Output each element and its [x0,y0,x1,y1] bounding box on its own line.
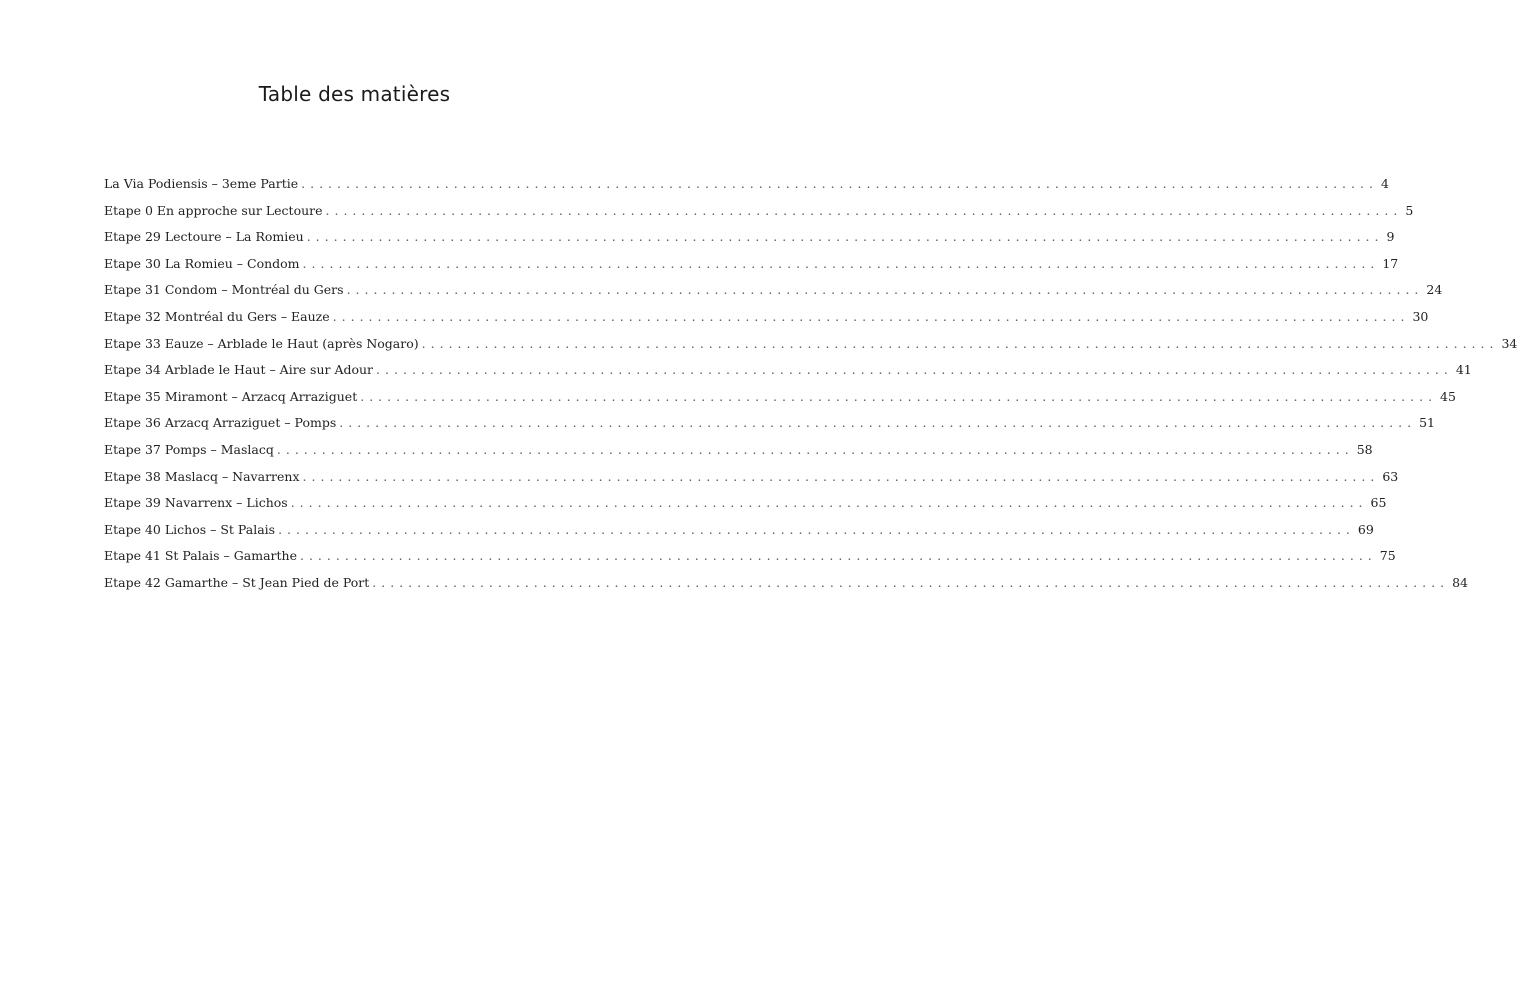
toc-entry[interactable] [104,415,1435,442]
toc-entry-label: Etape 32 Montréal du Gers – Eauze [104,308,330,324]
dot-leader: ........................................................................................................................ [346,282,1424,298]
toc-entry[interactable] [104,335,1517,363]
toc-entry[interactable] [104,362,1472,389]
toc-entry[interactable] [104,282,1443,309]
table-of-contents [104,176,1517,602]
page-title: Table des matières [258,82,451,106]
toc-entry-label: La Via Podiensis – 3eme Partie [104,176,299,191]
dot-leader: ........................................................................................................................ [278,521,1355,537]
dot-leader: ........................................................................................................................ [306,229,1384,245]
toc-entry-page-number: 9 [1386,229,1395,245]
toc-entry[interactable] [104,308,1429,336]
toc-entry-page-number: 45 [1440,388,1456,404]
toc-entry[interactable] [104,202,1414,230]
toc-entry-page-number: 17 [1382,255,1399,271]
toc-entry-label: Etape 30 La Romieu – Condom [104,255,300,271]
dot-leader: ........................................................................................................................ [360,388,1438,404]
toc-entry-page-number: 24 [1426,282,1443,298]
dot-leader: ........................................................................................................................ [290,495,1368,511]
toc-entry-label: Etape 39 Navarrenx – Lichos [104,495,288,511]
toc-entry-page-number: 69 [1357,521,1374,537]
dot-leader: ........................................................................................................................ [372,574,1450,590]
toc-entry-label: Etape 40 Lichos – St Palais [104,521,276,537]
dot-leader: ........................................................................................................................ [325,202,1403,218]
toc-entry[interactable] [104,468,1399,496]
toc-entry-label: Etape 35 Miramont – Arzacq Arraziguet [104,388,358,404]
toc-entry[interactable] [104,548,1396,575]
toc-entry-page-number: 4 [1380,176,1389,191]
dot-leader: ........................................................................................................................ [332,308,1410,324]
dot-leader: ........................................................................................................................ [339,415,1417,431]
toc-entry[interactable] [104,574,1468,602]
dot-leader: ........................................................................................................................ [302,468,1380,484]
toc-entry-page-number: 65 [1370,495,1387,511]
toc-entry[interactable] [104,255,1399,283]
dot-leader: ........................................................................................................................ [276,441,1354,457]
dot-leader: ........................................................................................................................ [302,255,1380,271]
toc-entry-page-number: 63 [1382,468,1399,484]
toc-entry[interactable] [104,388,1456,416]
toc-entry-page-number: 41 [1455,362,1472,378]
toc-entry-label: Etape 37 Pomps – Maslacq [104,441,274,457]
toc-entry[interactable] [104,441,1373,469]
toc-entry-page-number: 34 [1501,335,1517,351]
toc-entry-label: Etape 33 Eauze – Arblade le Haut (après Nogaro) [104,335,419,351]
toc-entry-label: Etape 29 Lectoure – La Romieu [104,229,304,245]
toc-entry-page-number: 58 [1356,441,1373,457]
toc-entry-label: Etape 42 Gamarthe – St Jean Pied de Port [104,574,370,590]
toc-entry-page-number: 75 [1379,548,1396,564]
dot-leader: ........................................................................................................................ [299,548,1377,564]
toc-entry[interactable] [104,521,1374,549]
toc-entry-page-number: 51 [1419,415,1435,431]
dot-leader: ........................................................................................................................ [301,176,1378,191]
toc-entry-label: Etape 41 St Palais – Gamarthe [104,548,297,564]
dot-leader: ........................................................................................................................ [421,335,1499,351]
toc-entry[interactable] [104,495,1387,522]
toc-entry-label: Etape 31 Condom – Montréal du Gers [104,282,344,298]
toc-entry-page-number: 30 [1412,308,1429,324]
toc-entry-label: Etape 38 Maslacq – Navarrenx [104,468,300,484]
toc-entry-page-number: 84 [1452,574,1468,590]
toc-entry-label: Etape 0 En approche sur Lectoure [104,202,323,218]
toc-entry-label: Etape 34 Arblade le Haut – Aire sur Adour [104,362,374,378]
toc-entry[interactable] [104,229,1395,256]
toc-entry-page-number: 5 [1405,202,1414,218]
dot-leader: ........................................................................................................................ [376,362,1453,378]
toc-entry[interactable] [104,176,1389,203]
toc-entry-label: Etape 36 Arzacq Arraziguet – Pomps [104,415,337,431]
